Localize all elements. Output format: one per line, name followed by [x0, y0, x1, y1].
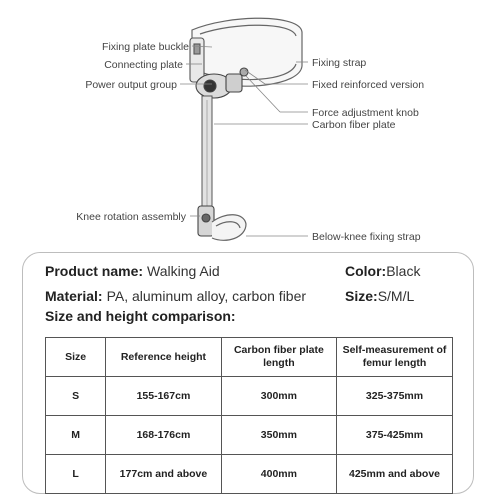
- cell-plate-length: 350mm: [221, 416, 336, 455]
- label-power-output-group: Power output group: [85, 79, 177, 91]
- cell-femur-length: 375-425mm: [337, 416, 453, 455]
- table-row: [46, 416, 453, 455]
- header-carbon-plate-length: Carbon fiber plate length: [221, 338, 336, 377]
- table-row: [46, 455, 453, 494]
- label-knee-rotation-assembly: Knee rotation assembly: [76, 211, 186, 223]
- label-below-knee-fixing-strap: Below-knee fixing strap: [312, 231, 421, 243]
- size-comparison-table: [45, 337, 453, 494]
- size-row: [345, 288, 414, 304]
- connecting-plate-drawing: [190, 38, 204, 82]
- size-value: S/M/L: [377, 288, 415, 304]
- comparison-title: Size and height comparison:: [45, 308, 236, 324]
- product-name-row: [45, 263, 220, 279]
- cell-size: L: [46, 455, 106, 494]
- color-value: Black: [386, 263, 421, 279]
- label-fixing-strap: Fixing strap: [312, 57, 367, 69]
- cell-size: M: [46, 416, 106, 455]
- cell-size: S: [46, 377, 106, 416]
- header-size: Size: [46, 338, 106, 377]
- size-label: Size:: [345, 288, 378, 304]
- carbon-fiber-plate-drawing: [202, 96, 212, 210]
- table-header-row: [46, 338, 453, 377]
- product-name-label: Product name:: [45, 263, 144, 279]
- material-row: [45, 288, 306, 304]
- material-label: Material:: [45, 288, 103, 304]
- product-name-value: Walking Aid: [147, 263, 220, 279]
- label-connecting-plate: Connecting plate: [104, 59, 183, 71]
- material-value: PA, aluminum alloy, carbon fiber: [106, 288, 307, 304]
- cell-height: 177cm and above: [106, 455, 222, 494]
- below-knee-strap-drawing: [212, 215, 246, 241]
- header-femur-length: Self-measurement of femur length: [337, 338, 453, 377]
- color-row: [345, 263, 420, 279]
- color-label: Color:: [345, 263, 387, 279]
- cell-height: 168-176cm: [106, 416, 222, 455]
- spec-card: [22, 252, 474, 494]
- label-force-adjustment-knob: Force adjustment knob: [312, 107, 419, 119]
- knee-rotation-drawing: [198, 206, 214, 236]
- cell-femur-length: 425mm and above: [337, 455, 453, 494]
- cell-femur-length: 325-375mm: [337, 377, 453, 416]
- label-fixed-reinforced-version: Fixed reinforced version: [312, 79, 425, 91]
- table-row: [46, 377, 453, 416]
- header-reference-height: Reference height: [106, 338, 222, 377]
- label-fixing-plate-buckle: Fixing plate buckle: [102, 41, 189, 53]
- cell-height: 155-167cm: [106, 377, 222, 416]
- cell-plate-length: 300mm: [221, 377, 336, 416]
- cell-plate-length: 400mm: [221, 455, 336, 494]
- label-carbon-fiber-plate: Carbon fiber plate: [312, 119, 396, 131]
